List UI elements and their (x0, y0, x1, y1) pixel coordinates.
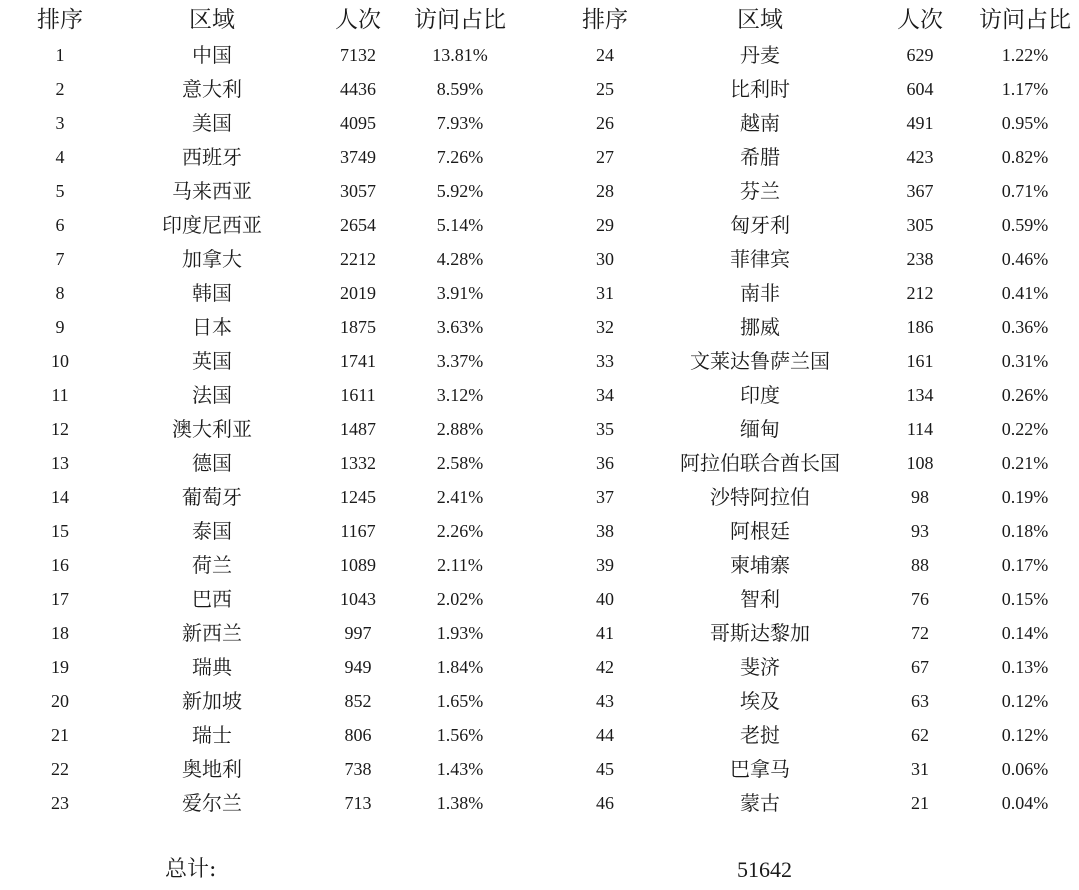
share-cell: 0.36% (1001, 317, 1049, 337)
visits-cell: 4095 (340, 113, 376, 133)
table-row (0, 174, 540, 208)
region-cell: 韩国 (192, 281, 232, 305)
share-cell: 1.38% (436, 793, 484, 813)
rank-cell: 20 (51, 691, 69, 711)
region-cell: 智利 (740, 587, 780, 611)
header-visits: 人次 (335, 7, 381, 33)
total-value: 51642 (737, 857, 792, 882)
region-cell: 缅甸 (740, 417, 780, 441)
region-cell: 泰国 (192, 519, 232, 543)
region-cell: 新西兰 (182, 621, 242, 645)
table-row (0, 242, 540, 276)
region-cell: 阿根廷 (730, 519, 790, 543)
rank-cell: 3 (55, 113, 65, 133)
table-row (545, 38, 1079, 72)
region-cell: 挪威 (740, 315, 780, 339)
rank-cell: 10 (51, 351, 69, 371)
region-cell: 巴西 (192, 587, 232, 611)
visits-cell: 1043 (340, 589, 376, 609)
table-row (545, 548, 1079, 582)
table-right (545, 0, 1079, 820)
table-header-row (0, 0, 540, 38)
table-row (0, 344, 540, 378)
table-body-left (0, 38, 540, 820)
visits-cell: 1875 (340, 317, 376, 337)
header-rank: 排序 (582, 7, 628, 33)
rank-cell: 35 (596, 419, 614, 439)
visits-cell: 806 (344, 725, 372, 745)
region-cell: 丹麦 (740, 43, 780, 67)
region-cell: 澳大利亚 (172, 417, 252, 441)
share-cell: 0.59% (1001, 215, 1049, 235)
table-row (0, 752, 540, 786)
table-row (0, 140, 540, 174)
rank-cell: 7 (55, 249, 65, 269)
rank-cell: 22 (51, 759, 69, 779)
region-cell: 美国 (192, 111, 232, 135)
visits-cell: 423 (906, 147, 934, 167)
share-cell: 0.41% (1001, 283, 1049, 303)
header-region: 区域 (189, 7, 235, 33)
table-row (545, 72, 1079, 106)
visits-cell: 1332 (340, 453, 376, 473)
share-cell: 3.63% (436, 317, 484, 337)
region-cell: 比利时 (730, 77, 790, 101)
visits-cell: 1741 (340, 351, 376, 371)
rank-cell: 23 (51, 793, 69, 813)
table-row (0, 106, 540, 140)
share-cell: 4.28% (436, 249, 484, 269)
region-cell: 爱尔兰 (182, 791, 242, 815)
total-label: 总计: (165, 857, 217, 882)
visits-cell: 93 (911, 521, 929, 541)
rank-cell: 39 (596, 555, 614, 575)
share-cell: 0.17% (1001, 555, 1049, 575)
share-cell: 7.93% (436, 113, 484, 133)
rank-cell: 26 (596, 113, 614, 133)
visits-cell: 72 (911, 623, 929, 643)
header-share: 访问占比 (979, 7, 1071, 33)
visits-cell: 629 (906, 45, 934, 65)
region-cell: 巴拿马 (730, 757, 790, 781)
table-row (0, 412, 540, 446)
share-cell: 1.22% (1001, 45, 1049, 65)
visits-cell: 604 (906, 79, 934, 99)
region-cell: 奥地利 (182, 757, 242, 781)
rank-cell: 2 (55, 79, 65, 99)
region-cell: 哥斯达黎加 (710, 621, 810, 645)
region-cell: 瑞典 (192, 655, 232, 679)
table-row (0, 72, 540, 106)
region-cell: 马来西亚 (172, 179, 252, 203)
region-cell: 葡萄牙 (182, 485, 242, 509)
table-row (0, 276, 540, 310)
region-cell: 匈牙利 (730, 213, 790, 237)
table-row (545, 140, 1079, 174)
share-cell: 2.11% (437, 555, 483, 575)
region-cell: 印度 (740, 383, 780, 407)
table-row (0, 378, 540, 412)
region-cell: 埃及 (740, 689, 780, 713)
share-cell: 13.81% (432, 45, 488, 65)
table-row (0, 684, 540, 718)
region-cell: 新加坡 (182, 689, 242, 713)
region-cell: 斐济 (740, 655, 780, 679)
table-row (545, 616, 1079, 650)
share-cell: 2.88% (436, 419, 484, 439)
rank-cell: 33 (596, 351, 614, 371)
region-cell: 意大利 (182, 77, 242, 101)
table-row (545, 412, 1079, 446)
share-cell: 0.14% (1001, 623, 1049, 643)
table-row (545, 752, 1079, 786)
share-cell: 1.84% (436, 657, 484, 677)
region-cell: 菲律宾 (730, 247, 790, 271)
rank-cell: 19 (51, 657, 69, 677)
visits-cell: 2654 (340, 215, 376, 235)
share-cell: 2.41% (436, 487, 484, 507)
region-cell: 希腊 (740, 145, 780, 169)
visits-cell: 2212 (340, 249, 376, 269)
share-cell: 0.22% (1001, 419, 1049, 439)
table-row (545, 106, 1079, 140)
rank-cell: 18 (51, 623, 69, 643)
visits-cell: 949 (344, 657, 372, 677)
share-cell: 0.95% (1001, 113, 1049, 133)
share-cell: 7.26% (436, 147, 484, 167)
rank-cell: 25 (596, 79, 614, 99)
region-cell: 西班牙 (182, 145, 242, 169)
table-row (545, 582, 1079, 616)
rank-cell: 31 (596, 283, 614, 303)
table-row (0, 616, 540, 650)
region-cell: 加拿大 (182, 247, 242, 271)
share-cell: 3.12% (436, 385, 484, 405)
visits-cell: 186 (906, 317, 934, 337)
table-row (545, 446, 1079, 480)
visits-cell: 161 (906, 351, 934, 371)
region-cell: 芬兰 (740, 179, 780, 203)
rank-cell: 44 (596, 725, 614, 745)
visits-cell: 134 (906, 385, 934, 405)
region-cell: 阿拉伯联合酋长国 (680, 451, 840, 475)
region-cell: 老挝 (740, 723, 780, 747)
share-cell: 2.58% (436, 453, 484, 473)
visits-cell: 238 (906, 249, 934, 269)
header-visits: 人次 (897, 7, 943, 33)
table-row (0, 650, 540, 684)
rank-cell: 37 (596, 487, 614, 507)
region-cell: 南非 (740, 281, 780, 305)
rank-cell: 43 (596, 691, 614, 711)
share-cell: 1.17% (1001, 79, 1049, 99)
share-cell: 5.92% (436, 181, 484, 201)
share-cell: 0.46% (1001, 249, 1049, 269)
rank-cell: 32 (596, 317, 614, 337)
region-cell: 蒙古 (740, 791, 780, 815)
share-cell: 0.04% (1001, 793, 1049, 813)
share-cell: 0.31% (1001, 351, 1049, 371)
rank-cell: 24 (596, 45, 614, 65)
share-cell: 0.82% (1001, 147, 1049, 167)
table-left (0, 0, 540, 820)
table-row (545, 344, 1079, 378)
rank-cell: 9 (55, 317, 65, 337)
visits-cell: 305 (906, 215, 934, 235)
share-cell: 1.93% (436, 623, 484, 643)
region-cell: 荷兰 (192, 553, 232, 577)
visits-cell: 1487 (340, 419, 376, 439)
visits-cell: 114 (906, 419, 934, 439)
visits-cell: 21 (911, 793, 929, 813)
rank-cell: 11 (51, 385, 69, 405)
share-cell: 0.06% (1001, 759, 1049, 779)
total-row (0, 850, 1079, 887)
header-rank: 排序 (37, 7, 83, 33)
visits-cell: 491 (906, 113, 934, 133)
visits-cell: 7132 (340, 45, 376, 65)
region-cell: 瑞士 (192, 723, 232, 747)
visits-cell: 713 (344, 793, 372, 813)
table-row (545, 378, 1079, 412)
rank-cell: 45 (596, 759, 614, 779)
visits-cell: 31 (911, 759, 929, 779)
table-row (545, 718, 1079, 752)
region-cell: 印度尼西亚 (162, 213, 262, 237)
table-row (545, 480, 1079, 514)
table-row (0, 786, 540, 820)
visits-cell: 2019 (340, 283, 376, 303)
visits-cell: 4436 (340, 79, 376, 99)
share-cell: 2.02% (436, 589, 484, 609)
table-row (545, 310, 1079, 344)
table-row (0, 582, 540, 616)
rank-cell: 6 (55, 215, 65, 235)
visits-cell: 1167 (340, 521, 376, 541)
table-row (545, 208, 1079, 242)
share-cell: 0.21% (1001, 453, 1049, 473)
region-cell: 德国 (192, 451, 232, 475)
share-cell: 5.14% (436, 215, 484, 235)
rank-cell: 8 (55, 283, 65, 303)
rank-cell: 16 (51, 555, 69, 575)
table-row (0, 446, 540, 480)
share-cell: 0.12% (1001, 725, 1049, 745)
visits-cell: 852 (344, 691, 372, 711)
share-cell: 0.26% (1001, 385, 1049, 405)
visits-cell: 738 (344, 759, 372, 779)
rank-cell: 17 (51, 589, 69, 609)
table-row (0, 310, 540, 344)
table-row (0, 718, 540, 752)
share-cell: 2.26% (436, 521, 484, 541)
visits-cell: 997 (344, 623, 372, 643)
table-row (545, 514, 1079, 548)
rank-cell: 42 (596, 657, 614, 677)
share-cell: 1.65% (436, 691, 484, 711)
rank-cell: 41 (596, 623, 614, 643)
table-row (545, 242, 1079, 276)
rank-cell: 21 (51, 725, 69, 745)
share-cell: 0.15% (1001, 589, 1049, 609)
visits-cell: 1245 (340, 487, 376, 507)
rank-cell: 27 (596, 147, 614, 167)
table-row (0, 480, 540, 514)
rank-cell: 40 (596, 589, 614, 609)
rank-cell: 29 (596, 215, 614, 235)
rank-cell: 34 (596, 385, 614, 405)
visits-cell: 88 (911, 555, 929, 575)
region-cell: 中国 (192, 43, 232, 67)
region-cell: 越南 (740, 111, 780, 135)
table-row (545, 684, 1079, 718)
table-row (0, 514, 540, 548)
share-cell: 0.18% (1001, 521, 1049, 541)
visits-cell: 3749 (340, 147, 376, 167)
region-cell: 柬埔寨 (730, 553, 790, 577)
rank-cell: 5 (55, 181, 65, 201)
share-cell: 3.37% (436, 351, 484, 371)
region-cell: 文莱达鲁萨兰国 (690, 349, 830, 373)
share-cell: 3.91% (436, 283, 484, 303)
region-cell: 沙特阿拉伯 (710, 485, 810, 509)
visits-cell: 3057 (340, 181, 376, 201)
table-row (545, 174, 1079, 208)
visits-cell: 212 (906, 283, 934, 303)
visits-cell: 1611 (340, 385, 376, 405)
table-row (545, 276, 1079, 310)
rank-cell: 30 (596, 249, 614, 269)
rank-cell: 12 (51, 419, 69, 439)
rank-cell: 14 (51, 487, 69, 507)
rank-cell: 13 (51, 453, 69, 473)
visits-cell: 62 (911, 725, 929, 745)
share-cell: 8.59% (436, 79, 484, 99)
visits-cell: 98 (911, 487, 929, 507)
visits-cell: 63 (911, 691, 929, 711)
visits-cell: 76 (911, 589, 929, 609)
visits-cell: 108 (906, 453, 934, 473)
visits-cell: 1089 (340, 555, 376, 575)
share-cell: 1.56% (436, 725, 484, 745)
table-body-right (545, 38, 1079, 820)
rank-cell: 46 (596, 793, 614, 813)
region-cell: 法国 (192, 383, 232, 407)
rank-cell: 15 (51, 521, 69, 541)
table-row (545, 650, 1079, 684)
table-row (0, 208, 540, 242)
header-share: 访问占比 (414, 7, 506, 33)
share-cell: 0.71% (1001, 181, 1049, 201)
rank-cell: 4 (55, 147, 65, 167)
share-cell: 0.12% (1001, 691, 1049, 711)
region-cell: 日本 (192, 315, 232, 339)
visits-cell: 367 (906, 181, 934, 201)
region-cell: 英国 (192, 349, 232, 373)
header-region: 区域 (737, 7, 783, 33)
rank-cell: 38 (596, 521, 614, 541)
rank-cell: 1 (55, 45, 65, 65)
rank-cell: 28 (596, 181, 614, 201)
table-header-row (545, 0, 1079, 38)
share-cell: 0.19% (1001, 487, 1049, 507)
share-cell: 0.13% (1001, 657, 1049, 677)
table-row (0, 38, 540, 72)
table-row (0, 548, 540, 582)
visits-cell: 67 (911, 657, 929, 677)
rank-cell: 36 (596, 453, 614, 473)
table-row (545, 786, 1079, 820)
share-cell: 1.43% (436, 759, 484, 779)
